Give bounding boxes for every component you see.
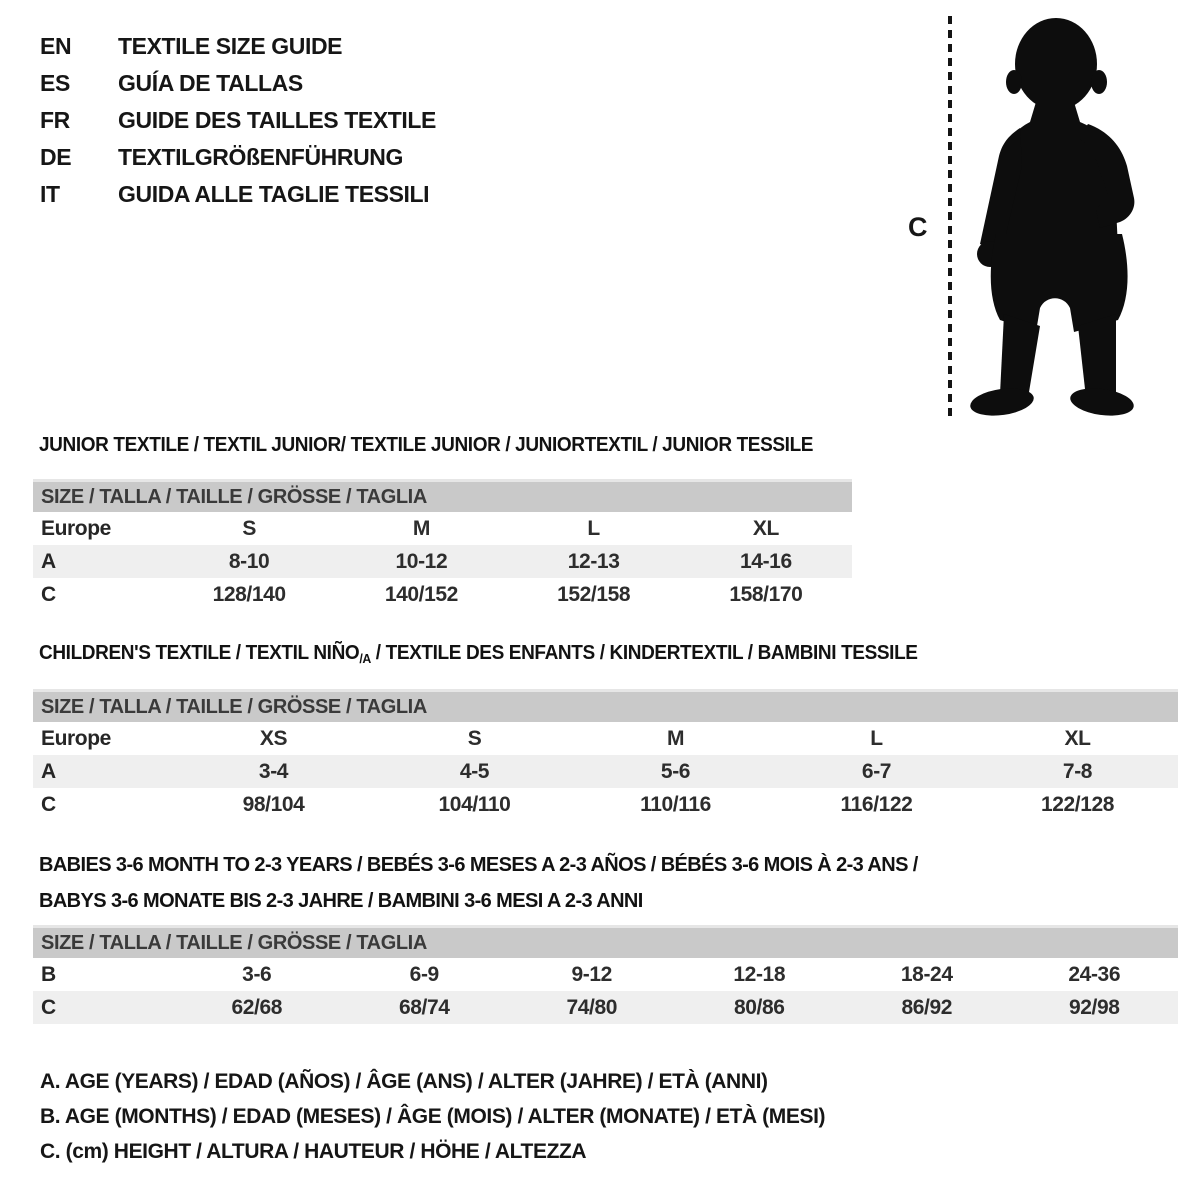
size-value-cell: 62/68 <box>231 995 283 1019</box>
size-header-bar: SIZE / TALLA / TAILLE / GRÖSSE / TAGLIA <box>33 482 852 512</box>
column-header-cell: M <box>666 726 685 750</box>
language-code: FR <box>40 107 70 133</box>
size-value-cell: 14-16 <box>740 549 792 573</box>
size-header-bar: SIZE / TALLA / TAILLE / GRÖSSE / TAGLIA <box>33 928 1178 958</box>
row-label: A <box>41 759 56 783</box>
size-value-cell: 5-6 <box>660 759 691 783</box>
measurement-legend <box>40 1064 825 1169</box>
junior-size-table <box>33 512 852 611</box>
size-value-cell: 12-18 <box>733 962 786 986</box>
junior-textile-section <box>33 434 852 611</box>
legend-line-a: A. AGE (YEARS) / EDAD (AÑOS) / ÂGE (ANS) / ALTER (JAHRE) / ETÀ (ANNI) <box>40 1070 768 1093</box>
size-value-cell: 3-6 <box>242 962 272 986</box>
language-code: DE <box>40 144 72 170</box>
table-row-height <box>33 578 852 611</box>
childrens-textile-section <box>33 642 1178 821</box>
language-title-block <box>40 28 436 213</box>
title-subscript: /A <box>359 651 371 666</box>
size-value-cell: 92/98 <box>1068 995 1120 1019</box>
size-value-cell: 116/122 <box>840 792 913 816</box>
language-row-en <box>40 28 436 65</box>
table-row-age <box>33 545 852 578</box>
junior-table-title: JUNIOR TEXTILE / TEXTIL JUNIOR/ TEXTILE JUNIOR / JUNIORTEXTIL / JUNIOR TESSILE <box>39 434 814 456</box>
language-row-it <box>40 176 436 213</box>
size-value-cell: 158/170 <box>729 582 803 606</box>
column-header-cell: S <box>242 516 256 540</box>
size-value-cell: 152/158 <box>557 582 631 606</box>
language-row-es <box>40 65 436 102</box>
size-value-cell: 18-24 <box>900 962 953 986</box>
babies-size-table <box>33 958 1178 1024</box>
size-value-cell: 104/110 <box>438 792 511 816</box>
size-value-cell: 12-13 <box>567 549 620 573</box>
column-header-cell: L <box>870 726 883 750</box>
toddler-silhouette-icon <box>962 8 1142 423</box>
language-row-de <box>40 139 436 176</box>
row-label: C <box>41 792 56 816</box>
height-measure-dashed-line <box>948 16 952 416</box>
column-header-cell: XS <box>259 726 288 750</box>
size-value-cell: 9-12 <box>571 962 612 986</box>
column-header-row <box>33 512 852 545</box>
size-value-cell: 6-7 <box>861 759 892 783</box>
region-label: Europe <box>41 726 111 750</box>
region-label: Europe <box>41 516 111 540</box>
title-text: / TEXTILE DES ENFANTS / KINDERTEXTIL / BAMBINI TESSILE <box>370 642 918 664</box>
column-header-cell: L <box>587 516 600 540</box>
legend-line-b: B. AGE (MONTHS) / EDAD (MESES) / ÂGE (MOIS) / ALTER (MONATE) / ETÀ (MESI) <box>40 1105 826 1128</box>
size-value-cell: 74/80 <box>566 995 618 1019</box>
size-value-cell: 6-9 <box>409 962 439 986</box>
column-header-cell: XL <box>752 516 779 540</box>
size-value-cell: 4-5 <box>459 759 490 783</box>
size-value-cell: 3-4 <box>258 759 289 783</box>
size-value-cell: 128/140 <box>212 582 286 606</box>
guide-title-fr: GUIDE DES TAILLES TEXTILE <box>118 107 436 133</box>
language-code: EN <box>40 33 72 59</box>
childrens-table-title <box>39 642 1121 666</box>
babies-textile-section <box>33 847 1178 1024</box>
row-label: C <box>41 995 56 1019</box>
size-value-cell: 68/74 <box>398 995 450 1019</box>
table-row-height <box>33 788 1178 821</box>
guide-title-en: TEXTILE SIZE GUIDE <box>118 33 343 59</box>
guide-title-it: GUIDA ALLE TAGLIE TESSILI <box>118 181 430 207</box>
size-value-cell: 8-10 <box>228 549 270 573</box>
row-label: C <box>41 582 56 606</box>
table-row-age <box>33 755 1178 788</box>
legend-line-c: C. (cm) HEIGHT / ALTURA / HAUTEUR / HÖHE / ALTEZZA <box>40 1140 587 1163</box>
childrens-size-table <box>33 722 1178 821</box>
guide-title-es: GUÍA DE TALLAS <box>118 70 303 96</box>
size-value-cell: 10-12 <box>395 549 448 573</box>
column-header-row <box>33 722 1178 755</box>
language-code: ES <box>40 70 70 96</box>
title-line-2: BABYS 3-6 MONATE BIS 2-3 JAHRE / BAMBINI 3-6 MESI A 2-3 ANNI <box>39 890 643 912</box>
size-value-cell: 24-36 <box>1068 962 1121 986</box>
language-row-fr <box>40 102 436 139</box>
row-label: A <box>41 549 56 573</box>
size-value-cell: 122/128 <box>1040 792 1115 816</box>
size-value-cell: 86/92 <box>901 995 953 1019</box>
column-header-cell: M <box>412 516 430 540</box>
title-text: CHILDREN'S TEXTILE / TEXTIL NIÑO <box>39 642 360 664</box>
size-header-bar: SIZE / TALLA / TAILLE / GRÖSSE / TAGLIA <box>33 692 1178 722</box>
babies-table-title <box>39 847 1178 919</box>
height-measure-label: C <box>908 212 928 242</box>
table-row-height <box>33 991 1178 1024</box>
row-label: B <box>41 962 56 986</box>
language-code: IT <box>40 181 60 207</box>
table-row-age-months <box>33 958 1178 991</box>
size-value-cell: 98/104 <box>242 792 305 816</box>
size-value-cell: 110/116 <box>640 792 711 816</box>
size-value-cell: 7-8 <box>1062 759 1093 783</box>
title-line-1: BABIES 3-6 MONTH TO 2-3 YEARS / BEBÉS 3-6 MESES A 2-3 AÑOS / BÉBÉS 3-6 MOIS À 2-3 ANS / <box>39 854 918 876</box>
column-header-cell: S <box>467 726 482 750</box>
guide-title-de: TEXTILGRÖßENFÜHRUNG <box>118 144 403 170</box>
column-header-cell: XL <box>1064 726 1091 750</box>
size-value-cell: 140/152 <box>384 582 458 606</box>
size-value-cell: 80/86 <box>733 995 785 1019</box>
